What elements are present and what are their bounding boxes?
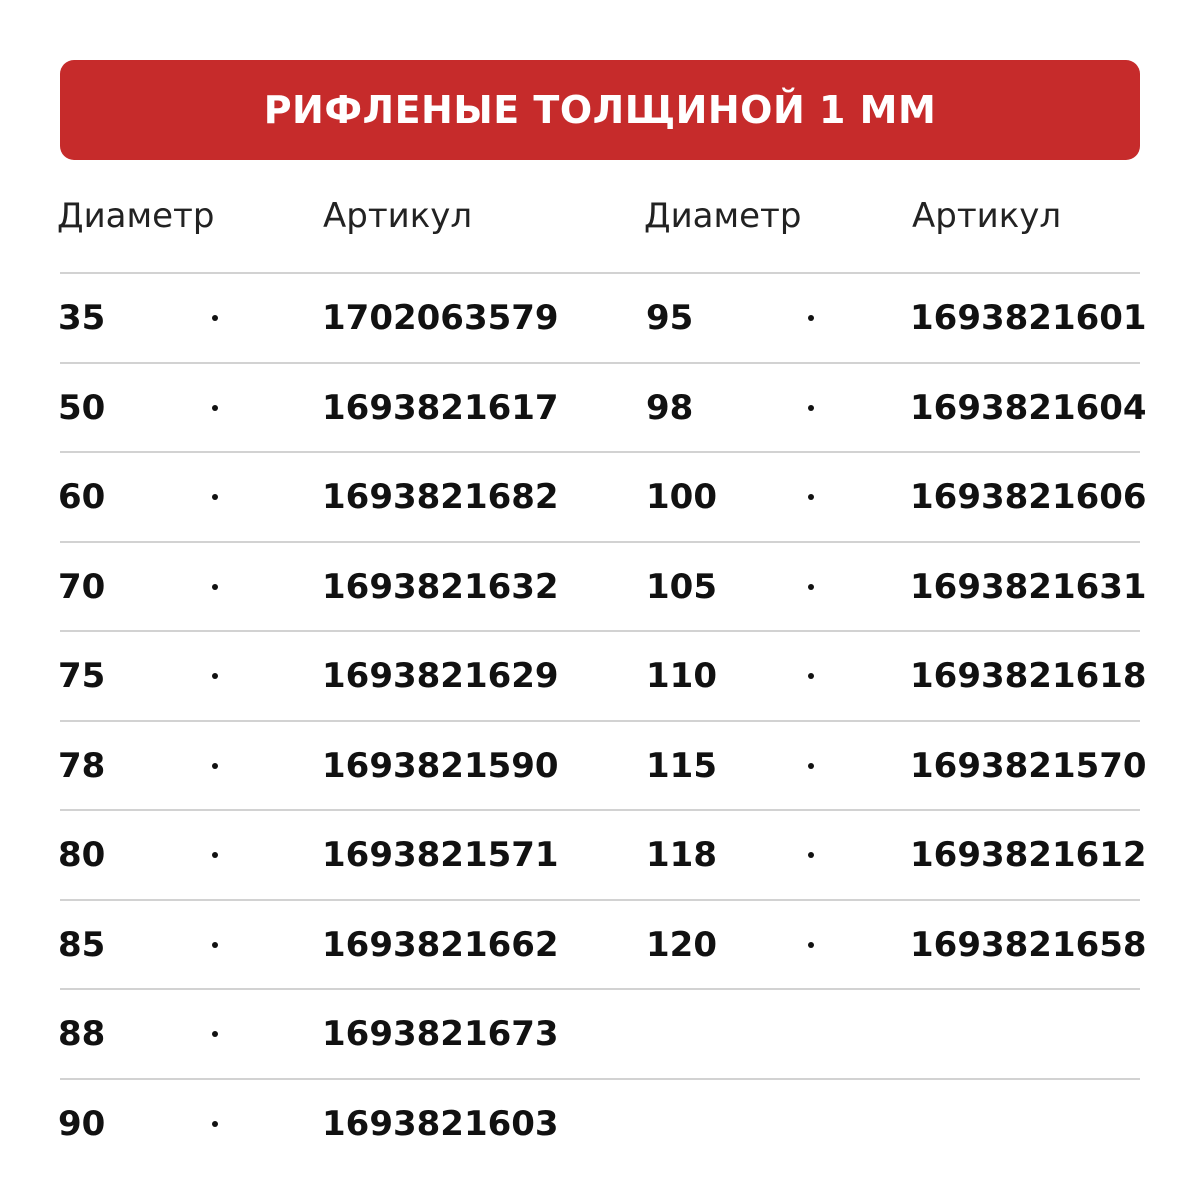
separator-dot-icon: [808, 942, 814, 948]
article-value: 1693821673: [322, 1014, 559, 1054]
separator-dot-icon: [212, 494, 218, 500]
table-body: [0, 272, 1200, 1167]
diameter-value: 115: [646, 745, 717, 786]
article-value: 1693821571: [322, 835, 559, 875]
diameter-value: 90: [58, 1103, 106, 1144]
article-value: 1702063579: [322, 298, 559, 338]
row-divider: [60, 272, 1140, 274]
diameter-value: 85: [58, 924, 106, 965]
row-divider: [60, 809, 1140, 811]
diameter-value: 118: [646, 835, 717, 875]
table-row: [0, 541, 1200, 631]
article-value: 1693821601: [910, 298, 1147, 338]
row-divider: [60, 541, 1140, 543]
diameter-value: 50: [58, 387, 106, 428]
article-value: 1693821606: [910, 477, 1147, 517]
left-diameter-header: Диаметр: [57, 196, 215, 236]
diameter-value: 35: [58, 298, 106, 338]
row-divider: [60, 899, 1140, 901]
diameter-value: 78: [58, 745, 106, 786]
table-row: [0, 630, 1200, 720]
separator-dot-icon: [212, 405, 218, 411]
diameter-value: 95: [646, 298, 694, 338]
table-row: [0, 809, 1200, 899]
table-row: [0, 451, 1200, 541]
article-value: 1693821604: [910, 387, 1147, 428]
row-divider: [60, 362, 1140, 364]
separator-dot-icon: [808, 405, 814, 411]
separator-dot-icon: [808, 852, 814, 858]
diameter-value: 120: [646, 924, 717, 965]
separator-dot-icon: [808, 315, 814, 321]
article-value: 1693821632: [322, 566, 559, 607]
article-value: 1693821682: [322, 477, 559, 517]
banner-title: РИФЛЕНЫЕ ТОЛЩИНОЙ 1 ММ: [263, 88, 937, 132]
title-banner: [60, 60, 1140, 160]
row-divider: [60, 720, 1140, 722]
separator-dot-icon: [212, 1031, 218, 1037]
diameter-value: 80: [58, 835, 106, 875]
separator-dot-icon: [212, 584, 218, 590]
separator-dot-icon: [808, 763, 814, 769]
article-value: 1693821618: [910, 656, 1147, 696]
row-divider: [60, 451, 1140, 453]
separator-dot-icon: [808, 584, 814, 590]
diameter-value: 105: [646, 566, 717, 607]
diameter-value: 60: [58, 477, 106, 517]
diameter-value: 88: [58, 1014, 106, 1054]
table-row: [0, 362, 1200, 452]
separator-dot-icon: [212, 673, 218, 679]
column-headers: [0, 196, 1200, 256]
article-value: 1693821629: [322, 656, 559, 696]
separator-dot-icon: [212, 852, 218, 858]
separator-dot-icon: [212, 315, 218, 321]
diameter-value: 70: [58, 566, 106, 607]
article-value: 1693821658: [910, 924, 1147, 965]
article-value: 1693821662: [322, 924, 559, 965]
row-divider: [60, 1078, 1140, 1080]
separator-dot-icon: [212, 942, 218, 948]
diameter-value: 110: [646, 656, 717, 696]
diameter-value: 98: [646, 387, 694, 428]
separator-dot-icon: [808, 494, 814, 500]
table-row: [0, 899, 1200, 989]
article-value: 1693821603: [322, 1103, 559, 1144]
table-row: [0, 720, 1200, 810]
separator-dot-icon: [212, 1121, 218, 1127]
table-row: [0, 988, 1200, 1078]
article-value: 1693821590: [322, 745, 559, 786]
row-divider: [60, 988, 1140, 990]
article-value: 1693821631: [910, 566, 1147, 607]
left-article-header: Артикул: [323, 196, 473, 236]
separator-dot-icon: [808, 673, 814, 679]
article-value: 1693821612: [910, 835, 1147, 875]
article-value: 1693821570: [910, 745, 1147, 786]
diameter-value: 100: [646, 477, 717, 517]
article-value: 1693821617: [322, 387, 559, 428]
separator-dot-icon: [212, 763, 218, 769]
table-row: [0, 272, 1200, 362]
row-divider: [60, 630, 1140, 632]
table-row: [0, 1078, 1200, 1168]
right-diameter-header: Диаметр: [644, 196, 802, 236]
diameter-value: 75: [58, 656, 106, 696]
right-article-header: Артикул: [912, 196, 1062, 236]
